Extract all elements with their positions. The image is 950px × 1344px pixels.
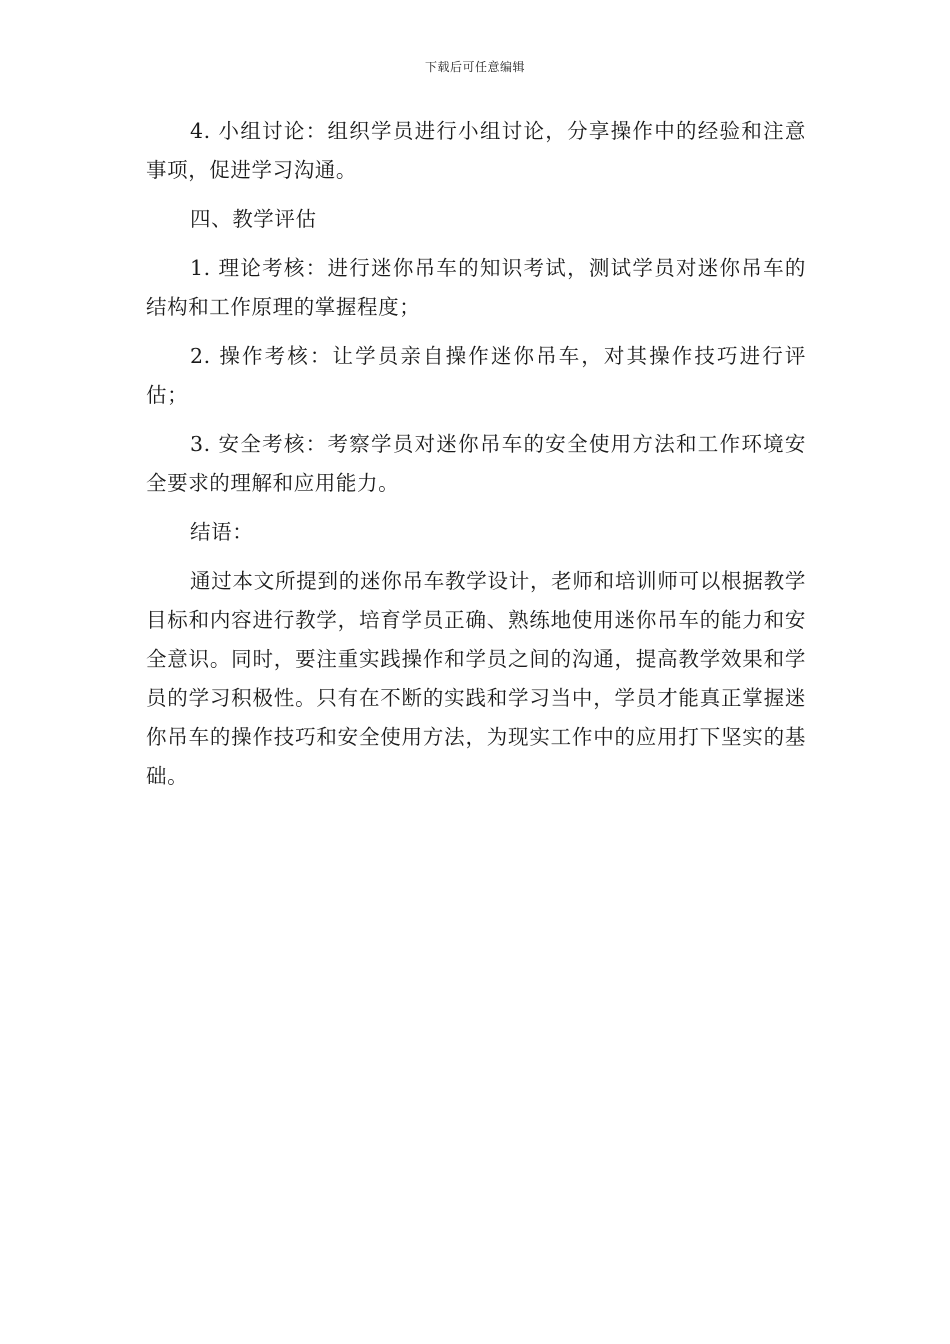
paragraph-conclusion-body: 通过本文所提到的迷你吊车教学设计，老师和培训师可以根据教学目标和内容进行教学，培育学员正确、熟练地使用迷你吊车的能力和安全意识。同时，要注重实践操作和学员之间的沟通，提高教学效果和学员的学习积极性。只有在不断的实践和学习当中，学员才能真正掌握迷你吊车的操作技巧和安全使用方法，为现实工作中的应用打下坚实的基础。	[146, 569, 806, 788]
page-header: 下载后可任意编辑	[424, 60, 525, 74]
document-body	[146, 112, 806, 806]
paragraph-safety-exam: 3. 安全考核：考察学员对迷你吊车的安全使用方法和工作环境安全要求的理解和应用能力。	[146, 432, 806, 495]
paragraph-theory-exam: 1. 理论考核：进行迷你吊车的知识考试，测试学员对迷你吊车的结构和工作原理的掌握程度；	[146, 256, 806, 319]
section-heading-conclusion: 结语：	[190, 520, 254, 544]
section-heading-teaching-evaluation: 四、教学评估	[190, 207, 317, 231]
paragraph-group-discussion: 4. 小组讨论：组织学员进行小组讨论，分享操作中的经验和注意事项，促进学习沟通。	[146, 119, 806, 182]
paragraph-operation-exam: 2. 操作考核：让学员亲自操作迷你吊车，对其操作技巧进行评估；	[146, 344, 806, 407]
